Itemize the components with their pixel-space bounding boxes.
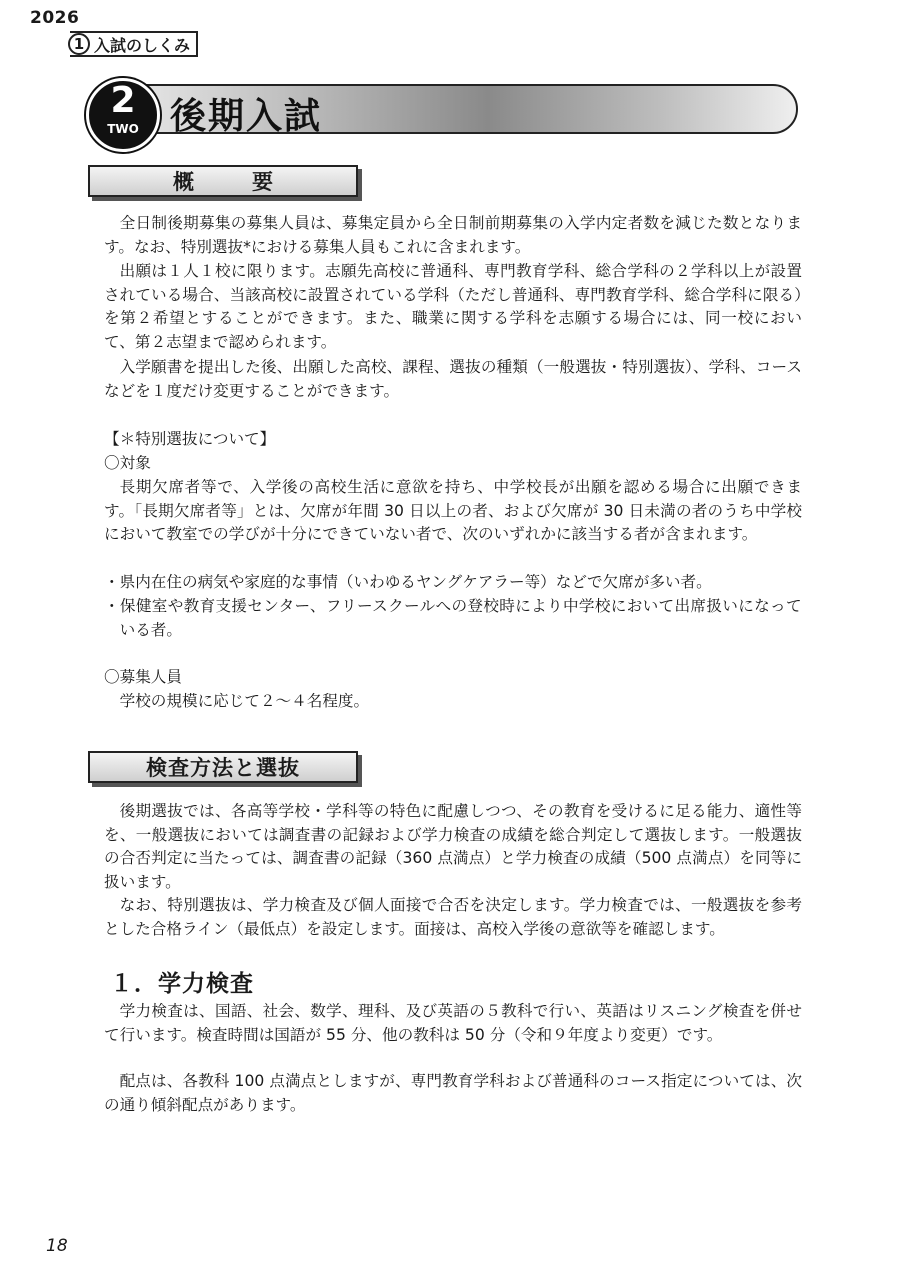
year-label: 2026 [30, 8, 80, 28]
paragraph: 全日制後期募集の募集人員は、募集定員から全日制前期募集の入学内定者数を減じた数となります。なお、特別選抜*における募集人員もこれに含まれます。 [104, 214, 802, 256]
paragraph: 入学願書を提出した後、出願した高校、課程、選抜の種類（一般選抜・特別選抜）、学科、コースなどを１度だけ変更することができます。 [104, 358, 802, 400]
paragraph: なお、特別選抜は、学力検査及び個人面接で合否を決定します。学力検査では、一般選抜を参考とした合格ライン（最低点）を設定します。面接は、高校入学後の意欲等を確認します。 [104, 896, 802, 938]
bullet-item: ・保健室や教育支援センター、フリースクールへの登校時により中学校において出席扱いになっている者。 [104, 597, 802, 639]
chapter-label: 入試のしくみ [94, 35, 191, 55]
badge-number: 2 [110, 80, 136, 121]
subsection-heading: １．学力検査 [110, 971, 254, 997]
target-label: 〇対象 [104, 454, 151, 472]
badge-subtitle: TWO [107, 122, 139, 136]
page-title: 後期入試 [170, 96, 323, 137]
chapter-breadcrumb [70, 31, 198, 57]
paragraph: 長期欠席者等で、入学後の高校生活に意欲を持ち、中学校長が出願を認める場合に出願できます。「長期欠席者等」とは、欠席が年間 30 日以上の者、および欠席が 30 日未満の者のうち中学校において教室での学びが十分にできていない者で、次のいずれかに該当する者が含まれます。 [104, 478, 802, 544]
page-number: 18 [46, 1236, 68, 1256]
bullet-item: ・県内在住の病気や家庭的な事情（いわゆるヤングケアラー等）などで欠席が多い者。 [104, 573, 712, 591]
special-selection-heading: 【＊特別選抜について】 [104, 430, 276, 448]
paragraph: 配点は、各教科 100 点満点としますが、専門教育学科および普通科のコース指定については、次の通り傾斜配点があります。 [104, 1072, 802, 1114]
section-heading-overview: 概要 [88, 165, 358, 197]
paragraph: 後期選抜では、各高等学校・学科等の特色に配慮しつつ、その教育を受けるに足る能力、適性等を、一般選抜においては調査書の記録および学力検査の成績を総合判定して選抜します。一般選抜の合否判定に当たっては、調査書の記録（360 点満点）と学力検査の成績（500 点満点）を同等に扱います。 [104, 802, 802, 891]
paragraph: 出願は１人１校に限ります。志願先高校に普通科、専門教育学科、総合学科の２学科以上が設置されている場合、当該高校に設置されている学科（ただし普通科、専門教育学科、総合学科に限る）を第２希望とすることができます。また、職業に関する学科を志願する場合には、同一校において、第２志望まで認められます。 [104, 262, 802, 351]
paragraph: 学校の規模に応じて２～４名程度。 [119, 692, 370, 710]
paragraph: 学力検査は、国語、社会、数学、理科、及び英語の５教科で行い、英語はリスニング検査を併せて行います。検査時間は国語が 55 分、他の教科は 50 分（令和９年度より変更）です。 [104, 1002, 802, 1044]
chapter-number: 1 [68, 33, 90, 55]
section-heading-exam: 検査方法と選抜 [88, 751, 358, 783]
recruit-label: 〇募集人員 [104, 668, 182, 686]
